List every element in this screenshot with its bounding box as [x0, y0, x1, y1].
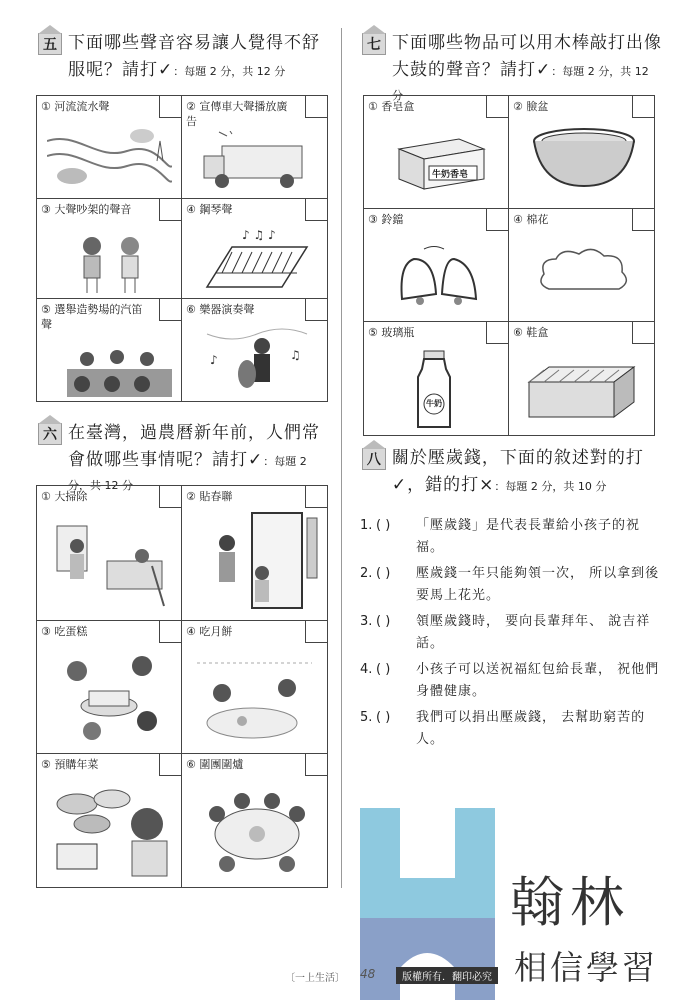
option-cell: ⑥ 圍團圍爐 [182, 754, 327, 887]
option-cell: ④ 鋼琴聲 ♪ ♫ ♪ [182, 199, 327, 299]
answer-blank[interactable]: ( ) [376, 614, 391, 629]
answer-checkbox[interactable] [305, 96, 327, 118]
shoe-box-illustration [524, 362, 639, 422]
question-points: ：每題 2 分，共 10 分 [494, 480, 607, 493]
option-cell: ② 貼春聯 [182, 486, 327, 621]
washbasin-illustration [529, 126, 639, 191]
question-number: 八 [362, 448, 386, 470]
option-label: 鞋盒 [526, 326, 549, 339]
question-text: 下面哪些聲音容易讓人覺得不舒服呢？請打✓ [68, 33, 320, 80]
option-label: 香皂盒 [381, 100, 415, 113]
brand-name: 翰林 [510, 871, 630, 934]
option-label: 大掃除 [54, 490, 88, 503]
option-label: 河流流水聲 [54, 100, 110, 113]
answer-checkbox[interactable] [632, 322, 654, 344]
glass-bottle-illustration [414, 349, 454, 431]
option-label: 鈴鐺 [381, 213, 404, 226]
family-reunion-dinner-illustration [197, 779, 317, 879]
question-8-header [362, 445, 662, 499]
answer-checkbox[interactable] [486, 322, 508, 344]
option-label: 選舉造勢場的汽笛聲 [41, 303, 143, 331]
question-5-header [38, 30, 328, 84]
question-7-grid [363, 95, 655, 436]
option-label: 宣傳車大聲播放廣告 [186, 100, 288, 128]
answer-checkbox[interactable] [305, 299, 327, 321]
answer-checkbox[interactable] [159, 486, 181, 508]
option-cell: ⑥ 樂器演奏聲 ♪ ♫ [182, 299, 327, 401]
ordering-dishes-illustration [47, 779, 177, 879]
cellist-illustration [202, 324, 312, 396]
question-number: 六 [38, 423, 62, 445]
answer-checkbox[interactable] [305, 199, 327, 221]
answer-checkbox[interactable] [632, 96, 654, 118]
option-cell: ⑤ 玻璃瓶 牛奶 [364, 322, 509, 435]
question-6-grid [36, 485, 328, 888]
page-number: 48 [360, 967, 376, 981]
bells-illustration [394, 239, 484, 314]
river-illustration [47, 121, 172, 191]
answer-blank[interactable]: ( ) [376, 518, 391, 533]
option-cell: ③ 吃蛋糕 [37, 621, 182, 754]
list-item: 5. ( ) 我們可以捐出壓歲錢， 去幫助窮苦的人。 [360, 707, 660, 751]
list-item: 3. ( ) 領壓歲錢時， 要向長輩拜年、 說吉祥話。 [360, 611, 660, 655]
question-text: 關於壓歲錢，下面的敘述對的打✓，錯的打× [391, 448, 644, 495]
answer-checkbox[interactable] [159, 621, 181, 643]
arguing-kids-illustration [72, 234, 152, 296]
column-divider [341, 28, 342, 888]
option-label: 吃蛋糕 [54, 625, 88, 638]
soap-box-text: 牛奶香皂 [432, 170, 469, 180]
piano-illustration [202, 227, 312, 292]
answer-checkbox[interactable] [305, 486, 327, 508]
option-label: 玻璃瓶 [381, 326, 415, 339]
option-cell: ② 宣傳車大聲播放廣告 [182, 96, 327, 199]
answer-checkbox[interactable] [486, 209, 508, 231]
spring-couplets-illustration [207, 508, 322, 613]
option-label: 貼春聯 [199, 490, 233, 503]
birthday-cake-illustration [47, 646, 172, 746]
option-cell: ① 香皂盒 牛奶香皂 [364, 96, 509, 209]
question-points: ：每題 2 分，共 12 分 [392, 65, 649, 102]
answer-checkbox[interactable] [486, 96, 508, 118]
footer-subject: 〔一上生活〕 [285, 973, 345, 984]
true-false-list [360, 515, 660, 755]
answer-checkbox[interactable] [159, 754, 181, 776]
answer-checkbox[interactable] [159, 199, 181, 221]
bottle-label-text: 牛奶 [426, 399, 442, 408]
option-label: 鋼琴聲 [199, 203, 233, 216]
answer-blank[interactable]: ( ) [376, 662, 391, 677]
list-item: 4. ( ) 小孩子可以送祝福紅包給長輩， 祝他們身體健康。 [360, 659, 660, 703]
option-label: 圍團圍爐 [199, 758, 244, 771]
question-5-grid [36, 95, 328, 402]
copyright-badge: 版權所有．翻印必究 [396, 967, 498, 984]
rally-crowd-illustration [62, 339, 177, 399]
list-item: 2. ( ) 壓歲錢一年只能夠領一次， 所以拿到後要馬上花光。 [360, 563, 660, 607]
svg-text:♫: ♫ [290, 348, 301, 362]
soap-box-illustration [389, 134, 489, 194]
question-7-header [362, 30, 662, 103]
option-cell: ① 大掃除 [37, 486, 182, 621]
question-points: ：每題 2 分，共 12 分 [68, 455, 307, 492]
list-item: 1. ( ) 「壓歲錢」是代表長輩給小孩子的祝福。 [360, 515, 660, 559]
question-text: 在臺灣，過農曆新年前，人們常會做哪些事情呢？請打✓ [68, 423, 320, 470]
option-cell: ④ 吃月餅 [182, 621, 327, 754]
option-cell: ⑤ 預購年菜 [37, 754, 182, 887]
option-label: 吃月餅 [199, 625, 233, 638]
svg-text:♪ ♫ ♪: ♪ ♫ ♪ [242, 228, 276, 242]
svg-text:♪: ♪ [210, 353, 218, 367]
option-cell: ② 臉盆 [509, 96, 654, 209]
cleaning-illustration [52, 516, 172, 611]
option-label: 大聲吵架的聲音 [54, 203, 132, 216]
answer-checkbox[interactable] [159, 96, 181, 118]
option-cell: ⑤ 選舉造勢場的汽笛聲 [37, 299, 182, 401]
option-label: 棉花 [526, 213, 549, 226]
question-text: 下面哪些物品可以用木棒敲打出像大鼓的聲音？請打✓ [392, 33, 662, 80]
answer-checkbox[interactable] [305, 621, 327, 643]
option-label: 臉盆 [526, 100, 549, 113]
answer-checkbox[interactable] [305, 754, 327, 776]
option-cell: ⑥ 鞋盒 [509, 322, 654, 435]
question-6-header [38, 420, 328, 493]
question-number: 五 [38, 33, 62, 55]
option-label: 預購年菜 [54, 758, 99, 771]
option-cell: ③ 鈴鐺 [364, 209, 509, 322]
option-cell: ④ 棉花 [509, 209, 654, 322]
question-points: ：每題 2 分，共 12 分 [173, 65, 286, 78]
option-cell: ① 河流流水聲 [37, 96, 182, 199]
option-cell: ③ 大聲吵架的聲音 [37, 199, 182, 299]
answer-blank[interactable]: ( ) [376, 710, 391, 725]
cotton-illustration [534, 244, 634, 299]
moon-cake-picnic-illustration [192, 643, 317, 748]
option-label: 樂器演奏聲 [199, 303, 255, 316]
campaign-truck-illustration [202, 131, 312, 193]
answer-blank[interactable]: ( ) [376, 566, 391, 581]
answer-checkbox[interactable] [159, 299, 181, 321]
question-number: 七 [362, 33, 386, 55]
brand-slogan: 相信學習 [514, 948, 658, 987]
answer-checkbox[interactable] [632, 209, 654, 231]
